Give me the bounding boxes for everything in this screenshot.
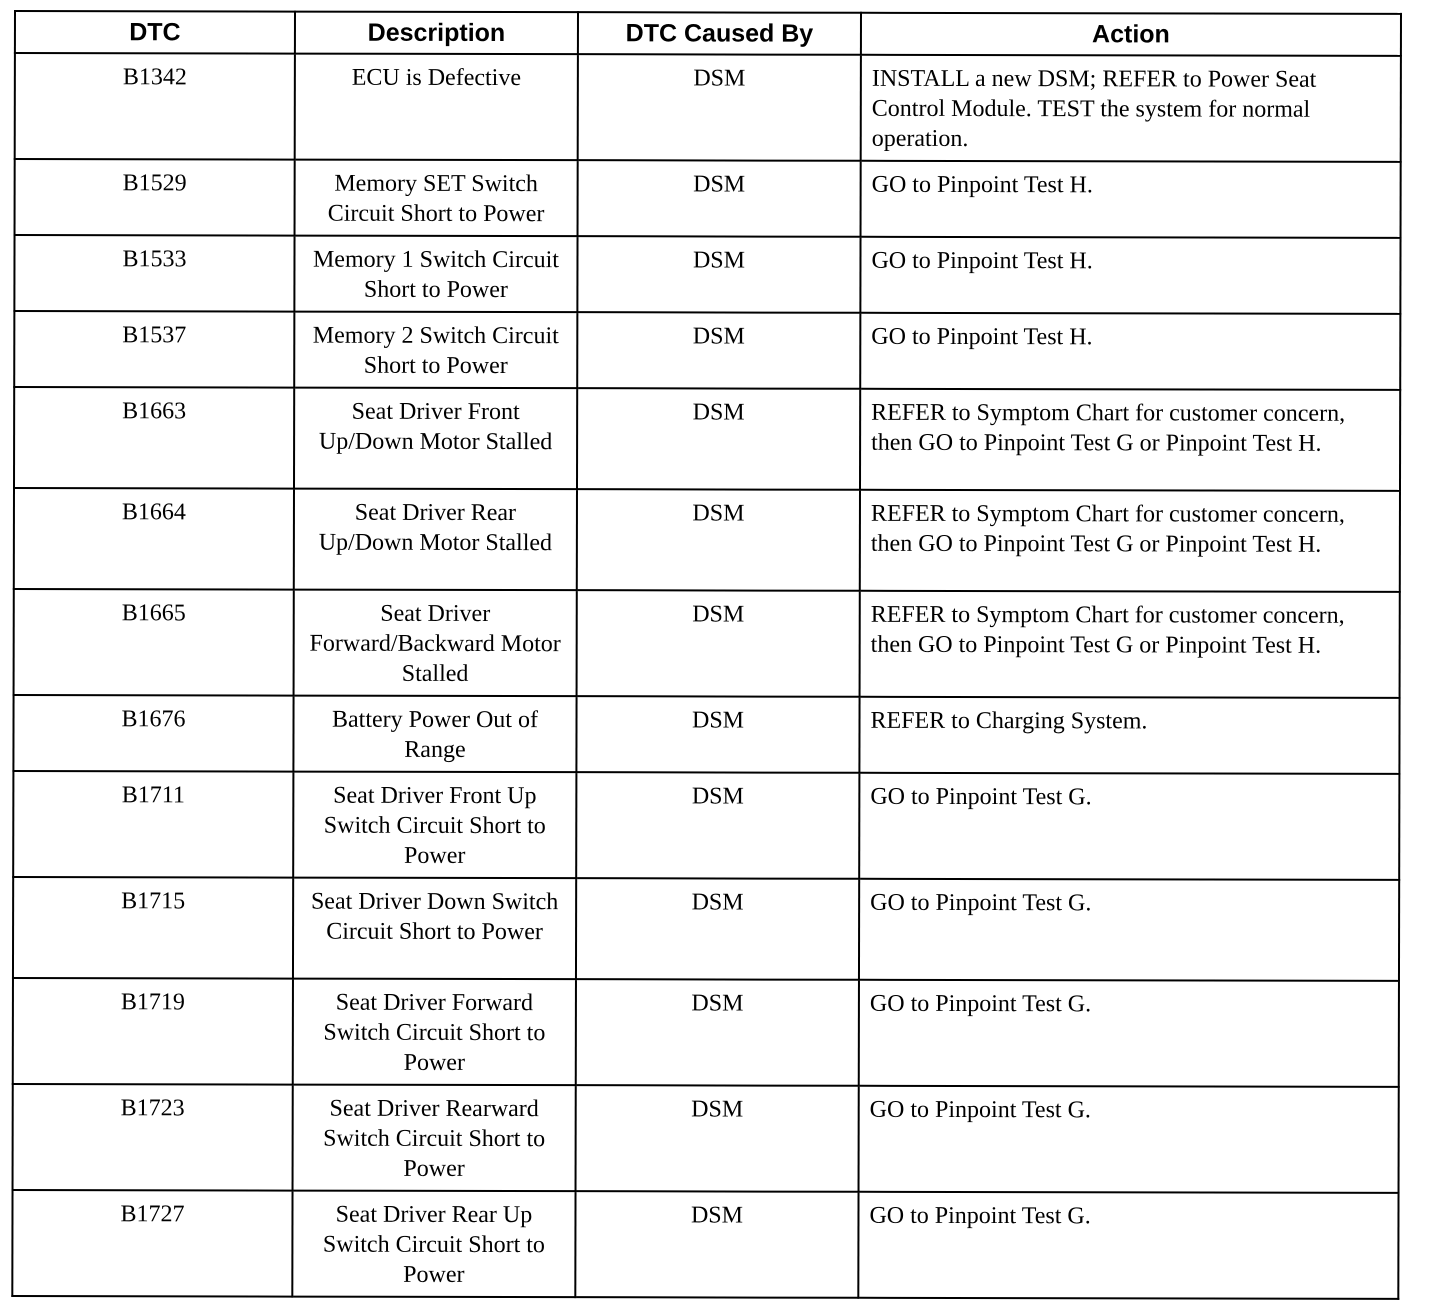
table-row [15, 53, 1401, 162]
dtc-caused-by: DSM [578, 160, 861, 237]
dtc-description: Seat Driver Forward/Backward Motor Stalled [294, 590, 577, 697]
dtc-action: GO to Pinpoint Test H. [860, 313, 1400, 390]
dtc-action: REFER to Charging System. [859, 697, 1399, 774]
dtc-code: B1715 [13, 877, 293, 979]
dtc-action: REFER to Symptom Chart for customer concern, then GO to Pinpoint Test G or Pinpoint Test H. [860, 591, 1400, 698]
dtc-description: Seat Driver Rear Up Switch Circuit Short to Power [292, 1191, 575, 1298]
dtc-table [11, 10, 1402, 1300]
table-row [13, 1084, 1399, 1193]
dtc-caused-by: DSM [577, 312, 860, 389]
dtc-description: ECU is Defective [295, 54, 578, 161]
dtc-description: Seat Driver Front Up Switch Circuit Short to Power [293, 772, 576, 879]
dtc-caused-by: DSM [576, 979, 859, 1086]
header-description: Description [295, 12, 578, 55]
dtc-description: Memory SET Switch Circuit Short to Power [295, 160, 578, 237]
dtc-caused-by: DSM [577, 388, 860, 490]
dtc-caused-by: DSM [575, 1191, 858, 1298]
dtc-action: REFER to Symptom Chart for customer concern, then GO to Pinpoint Test G or Pinpoint Test H. [860, 389, 1400, 491]
dtc-caused-by: DSM [576, 696, 859, 773]
dtc-description: Seat Driver Rear Up/Down Motor Stalled [294, 489, 577, 591]
dtc-caused-by: DSM [576, 1085, 859, 1192]
header-action: Action [861, 13, 1401, 56]
dtc-description: Battery Power Out of Range [293, 696, 576, 773]
dtc-description: Memory 2 Switch Circuit Short to Power [294, 312, 577, 389]
table-row [13, 695, 1399, 774]
dtc-caused-by: DSM [576, 772, 859, 879]
table-row [13, 978, 1399, 1087]
table-row [14, 488, 1400, 592]
dtc-code: B1342 [15, 53, 295, 160]
dtc-description: Memory 1 Switch Circuit Short to Power [294, 236, 577, 313]
dtc-action: REFER to Symptom Chart for customer concern, then GO to Pinpoint Test G or Pinpoint Test H. [860, 490, 1400, 592]
dtc-action: GO to Pinpoint Test G. [859, 879, 1399, 981]
table-row [12, 1190, 1398, 1299]
header-caused-by: DTC Caused By [578, 12, 861, 55]
table-row [15, 159, 1401, 238]
table-row [14, 235, 1400, 314]
table-row [14, 589, 1400, 698]
dtc-description: Seat Driver Front Up/Down Motor Stalled [294, 388, 577, 490]
dtc-code: B1663 [14, 387, 294, 489]
dtc-code: B1537 [14, 311, 294, 388]
dtc-caused-by: DSM [577, 236, 860, 313]
dtc-description: Seat Driver Forward Switch Circuit Short to Power [293, 979, 576, 1086]
table-row [14, 311, 1400, 390]
dtc-caused-by: DSM [576, 878, 859, 980]
header-row [15, 11, 1401, 56]
dtc-code: B1711 [13, 771, 293, 878]
dtc-action: GO to Pinpoint Test G. [858, 1192, 1398, 1299]
table-row [13, 771, 1399, 880]
dtc-code: B1676 [13, 695, 293, 772]
dtc-code: B1723 [13, 1084, 293, 1191]
dtc-code: B1719 [13, 978, 293, 1085]
dtc-action: GO to Pinpoint Test H. [860, 237, 1400, 314]
dtc-code: B1533 [14, 235, 294, 312]
dtc-action: GO to Pinpoint Test G. [859, 1086, 1399, 1193]
dtc-caused-by: DSM [577, 590, 860, 697]
dtc-action: GO to Pinpoint Test H. [861, 161, 1401, 238]
dtc-caused-by: DSM [578, 54, 861, 161]
dtc-action: GO to Pinpoint Test G. [859, 773, 1399, 880]
dtc-code: B1727 [12, 1190, 292, 1297]
table-row [13, 877, 1399, 981]
dtc-code: B1665 [14, 589, 294, 696]
dtc-description: Seat Driver Down Switch Circuit Short to Power [293, 878, 576, 980]
dtc-action: INSTALL a new DSM; REFER to Power Seat Control Module. TEST the system for normal operation. [861, 55, 1401, 162]
dtc-caused-by: DSM [577, 489, 860, 591]
dtc-action: GO to Pinpoint Test G. [859, 980, 1399, 1087]
table-row [14, 387, 1400, 491]
dtc-code: B1529 [15, 159, 295, 236]
dtc-description: Seat Driver Rearward Switch Circuit Short to Power [293, 1085, 576, 1192]
dtc-code: B1664 [14, 488, 294, 590]
header-dtc: DTC [15, 11, 295, 54]
